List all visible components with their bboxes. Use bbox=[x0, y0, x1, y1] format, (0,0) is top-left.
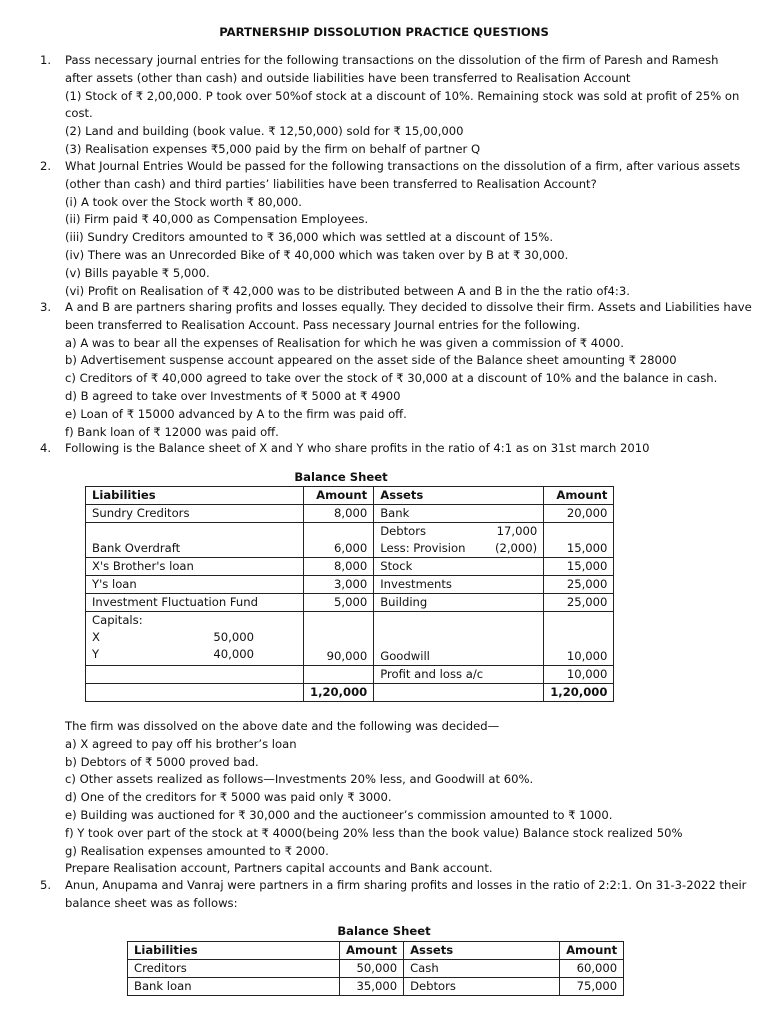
asset-amount: 25,000 bbox=[544, 576, 614, 594]
asset-label: Debtors bbox=[374, 523, 482, 541]
question-line: (2) Land and building (book value. ₹ 12,50,000) sold for ₹ 15,00,000 bbox=[65, 124, 464, 139]
question-line: Pass necessary journal entries for the following transactions on the dissolution of the firm of Paresh and Ramesh bbox=[65, 53, 719, 67]
asset-label: Less: Provision bbox=[374, 540, 482, 558]
asset-subvalue: 17,000 bbox=[482, 523, 544, 541]
question-line: What Journal Entries Would be passed for the following transactions on the dissolution of a firm, after various assets bbox=[65, 159, 741, 173]
asset-amount: 15,000 bbox=[544, 540, 614, 558]
table-row bbox=[86, 505, 614, 523]
question-line: Prepare Realisation account, Partners capital accounts and Bank account. bbox=[65, 861, 493, 876]
table-header-row bbox=[86, 487, 614, 505]
capitals-label: Capitals: bbox=[92, 613, 143, 627]
liability-amount: 6,000 bbox=[304, 540, 374, 558]
question-line: (v) Bills payable ₹ 5,000. bbox=[65, 265, 210, 280]
question-line: Following is the Balance sheet of X and Y who share profits in the ratio of 4:1 as on 31st march 2010 bbox=[65, 441, 650, 455]
question-line: balance sheet was as follows: bbox=[65, 895, 238, 910]
question-line: c) Creditors of ₹ 40,000 agreed to take over the stock of ₹ 30,000 at a discount of 10% and the balance in cash. bbox=[65, 371, 718, 386]
question-line: d) B agreed to take over Investments of ₹ 5000 at ₹ 4900 bbox=[65, 388, 401, 403]
partner-y-capital: 40,000 bbox=[213, 647, 254, 661]
asset-amount: 10,000 bbox=[544, 666, 614, 684]
question-line: The firm was dissolved on the above date and the following was decided— bbox=[65, 719, 500, 733]
table-row bbox=[128, 978, 624, 996]
balance-sheet-table-2 bbox=[127, 941, 624, 996]
table-row bbox=[128, 960, 624, 978]
question-number: 4. bbox=[40, 441, 52, 455]
liability-label: Creditors bbox=[128, 960, 340, 978]
table-row bbox=[86, 594, 614, 612]
liabilities-total: 1,20,000 bbox=[304, 684, 374, 702]
asset-amount: 75,000 bbox=[560, 978, 624, 996]
asset-amount: 20,000 bbox=[544, 505, 614, 523]
question-line: (3) Realisation expenses ₹5,000 paid by the firm on behalf of partner Q bbox=[65, 141, 481, 156]
liability-amount: 5,000 bbox=[304, 594, 374, 612]
question-line: been transferred to Realisation Account. Pass necessary Journal entries for the following. bbox=[65, 317, 581, 332]
asset-amount: 15,000 bbox=[544, 558, 614, 576]
liability-label: Bank Overdraft bbox=[86, 540, 304, 558]
liability-label: Bank loan bbox=[128, 978, 340, 996]
question-line: after assets (other than cash) and outside liabilities have been transferred to Realisation Account bbox=[65, 70, 631, 85]
liability-amount: 8,000 bbox=[304, 505, 374, 523]
question-line: (iv) There was an Unrecorded Bike of ₹ 40,000 which was taken over by B at ₹ 30,000. bbox=[65, 247, 569, 262]
liability-amount: 35,000 bbox=[340, 978, 404, 996]
balance-sheet-caption: Balance Sheet bbox=[337, 924, 431, 938]
amount-header: Amount bbox=[560, 942, 624, 960]
table-row bbox=[86, 666, 614, 684]
liabilities-header: Liabilities bbox=[128, 942, 340, 960]
question-line: Anun, Anupama and Vanraj were partners in a firm sharing profits and losses in the ratio of 2:2:1. On 31-3-2022 their bbox=[65, 878, 747, 892]
liability-label: Sundry Creditors bbox=[86, 505, 304, 523]
liability-amount bbox=[304, 523, 374, 541]
question-line: f) Bank loan of ₹ 12000 was paid off. bbox=[65, 424, 279, 439]
liabilities-header: Liabilities bbox=[86, 487, 304, 505]
liability-amount: 50,000 bbox=[340, 960, 404, 978]
question-line: A and B are partners sharing profits and losses equally. They decided to dissolve their firm. Assets and Liabilities have bbox=[65, 300, 752, 314]
asset-subvalue: (2,000) bbox=[482, 540, 544, 558]
asset-label: Bank bbox=[374, 505, 544, 523]
asset-label: Profit and loss a/c bbox=[374, 666, 544, 684]
amount-header: Amount bbox=[340, 942, 404, 960]
question-number: 3. bbox=[40, 300, 52, 314]
question-line: a) X agreed to pay off his brother’s loan bbox=[65, 736, 297, 751]
liability-amount bbox=[304, 666, 374, 684]
question-line: b) Advertisement suspense account appeared on the asset side of the Balance sheet amounting ₹ 28000 bbox=[65, 353, 677, 368]
amount-header: Amount bbox=[304, 487, 374, 505]
liability-label: Investment Fluctuation Fund bbox=[86, 594, 304, 612]
question-line: (vi) Profit on Realisation of ₹ 42,000 was to be distributed between A and B in the the ratio of4:3. bbox=[65, 283, 630, 298]
liability-amount: 3,000 bbox=[304, 576, 374, 594]
liability-label bbox=[86, 523, 304, 541]
partner-y-label: Y bbox=[92, 647, 100, 661]
question-line: e) Loan of ₹ 15000 advanced by A to the firm was paid off. bbox=[65, 406, 407, 421]
question-line: (i) A took over the Stock worth ₹ 80,000. bbox=[65, 194, 302, 209]
table-row bbox=[86, 558, 614, 576]
balance-sheet-caption: Balance Sheet bbox=[294, 470, 388, 484]
balance-sheet-table bbox=[85, 486, 614, 702]
page-title: PARTNERSHIP DISSOLUTION PRACTICE QUESTIONS bbox=[219, 25, 549, 39]
question-line: a) A was to bear all the expenses of Realisation for which he was given a commission of ₹ 4000. bbox=[65, 335, 624, 350]
question-line: f) Y took over part of the stock at ₹ 4000(being 20% less than the book value) Balance stock realized 50% bbox=[65, 825, 683, 840]
question-line: (ii) Firm paid ₹ 40,000 as Compensation Employees. bbox=[65, 212, 369, 227]
table-header-row bbox=[128, 942, 624, 960]
assets-total: 1,20,000 bbox=[544, 684, 614, 702]
question-number: 5. bbox=[40, 878, 52, 892]
asset-amount: 25,000 bbox=[544, 594, 614, 612]
question-line: g) Realisation expenses amounted to ₹ 2000. bbox=[65, 843, 329, 858]
asset-label: Debtors bbox=[404, 978, 560, 996]
partner-x-capital: 50,000 bbox=[213, 630, 254, 644]
table-row bbox=[86, 612, 614, 666]
asset-label: Cash bbox=[404, 960, 560, 978]
question-line: cost. bbox=[65, 106, 93, 121]
table-row bbox=[86, 540, 614, 558]
capitals-cell bbox=[86, 612, 304, 666]
capitals-total: 90,000 bbox=[304, 612, 374, 666]
asset-amount: 10,000 bbox=[544, 612, 614, 666]
asset-label: Goodwill bbox=[374, 612, 544, 666]
table-row bbox=[86, 576, 614, 594]
question-line: (iii) Sundry Creditors amounted to ₹ 36,000 which was settled at a discount of 15%. bbox=[65, 230, 554, 245]
asset-label: Stock bbox=[374, 558, 544, 576]
question-line: b) Debtors of ₹ 5000 proved bad. bbox=[65, 754, 259, 769]
liability-amount: 8,000 bbox=[304, 558, 374, 576]
liability-label bbox=[86, 666, 304, 684]
partner-x-label: X bbox=[92, 630, 100, 644]
assets-header: Assets bbox=[374, 487, 544, 505]
table-row bbox=[86, 523, 614, 541]
asset-amount: 60,000 bbox=[560, 960, 624, 978]
question-line: d) One of the creditors for ₹ 5000 was paid only ₹ 3000. bbox=[65, 790, 392, 805]
question-line: e) Building was auctioned for ₹ 30,000 and the auctioneer’s commission amounted to ₹ 1000. bbox=[65, 807, 613, 822]
question-line: (1) Stock of ₹ 2,00,000. P took over 50%of stock at a discount of 10%. Remaining stock was sold at profit of 25% on bbox=[65, 88, 740, 103]
assets-header: Assets bbox=[404, 942, 560, 960]
asset-label bbox=[374, 684, 544, 702]
question-line: c) Other assets realized as follows—Investments 20% less, and Goodwill at 60%. bbox=[65, 772, 534, 787]
asset-label: Investments bbox=[374, 576, 544, 594]
asset-amount bbox=[544, 523, 614, 541]
totals-row bbox=[86, 684, 614, 702]
amount-header: Amount bbox=[544, 487, 614, 505]
question-number: 1. bbox=[40, 53, 52, 67]
asset-label: Building bbox=[374, 594, 544, 612]
liability-label: X's Brother's loan bbox=[86, 558, 304, 576]
question-line: (other than cash) and third parties’ liabilities have been transferred to Realisation Account? bbox=[65, 176, 597, 191]
liability-label: Y's loan bbox=[86, 576, 304, 594]
question-number: 2. bbox=[40, 159, 52, 173]
liability-label bbox=[86, 684, 304, 702]
